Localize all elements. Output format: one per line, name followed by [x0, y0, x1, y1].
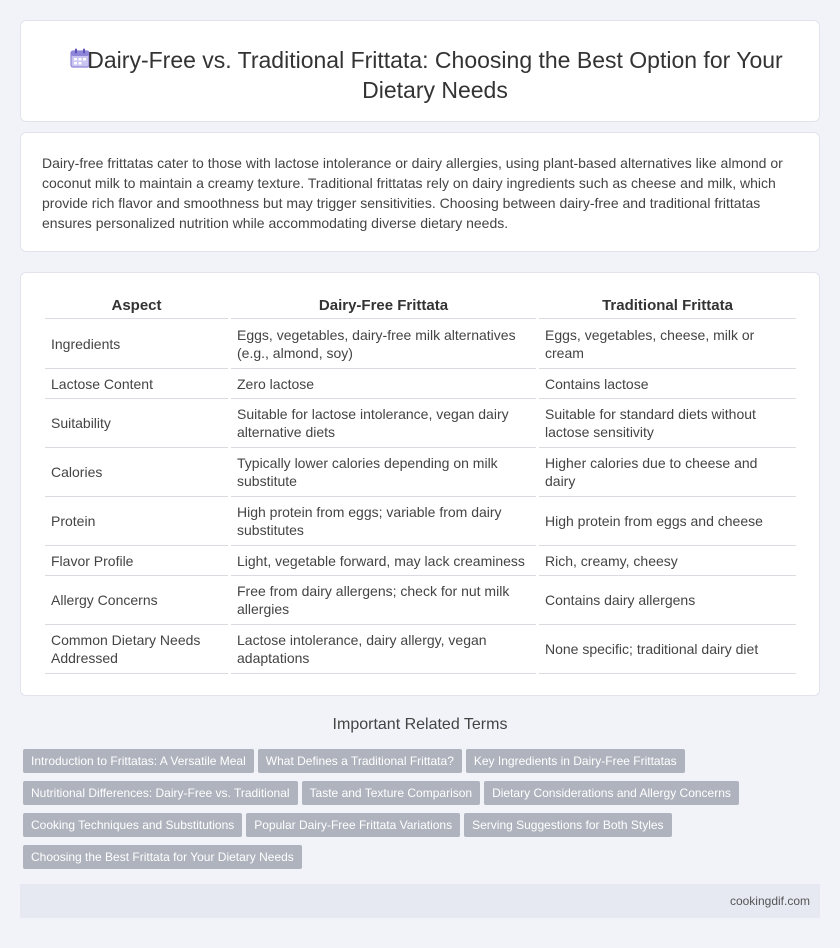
- table-row: [45, 625, 796, 674]
- table-cell: Light, vegetable forward, may lack creaminess: [231, 546, 536, 576]
- table-cell: Higher calories due to cheese and dairy: [539, 448, 796, 497]
- related-term-tag[interactable]: Popular Dairy-Free Frittata Variations: [246, 813, 460, 837]
- table-cell: High protein from eggs and cheese: [539, 497, 796, 546]
- column-header-aspect: Aspect: [45, 293, 228, 319]
- table-cell: Free from dairy allergens; check for nut milk allergies: [231, 576, 536, 625]
- table-cell: Lactose Content: [45, 369, 228, 399]
- related-term-tag[interactable]: Introduction to Frittatas: A Versatile Meal: [23, 749, 254, 773]
- table-cell: Suitability: [45, 399, 228, 448]
- table-cell: Suitable for standard diets without lactose sensitivity: [539, 399, 796, 448]
- table-cell: Contains lactose: [539, 369, 796, 399]
- related-term-tag[interactable]: Serving Suggestions for Both Styles: [464, 813, 671, 837]
- table-cell: Suitable for lactose intolerance, vegan dairy alternative diets: [231, 399, 536, 448]
- related-term-tag[interactable]: Nutritional Differences: Dairy-Free vs. Traditional: [23, 781, 298, 805]
- table-header-row: [45, 293, 796, 319]
- related-term-tag[interactable]: Taste and Texture Comparison: [302, 781, 481, 805]
- table-row: [45, 448, 796, 497]
- table-cell: Lactose intolerance, dairy allergy, vegan adaptations: [231, 625, 536, 674]
- table-cell: Allergy Concerns: [45, 576, 228, 625]
- table-cell: High protein from eggs; variable from dairy substitutes: [231, 497, 536, 546]
- footer-site-link[interactable]: cookingdif.com: [729, 894, 810, 908]
- page-title: Dairy-Free vs. Traditional Frittata: Choosing the Best Option for Your Dietary Needs: [87, 47, 783, 103]
- table-cell: Protein: [45, 497, 228, 546]
- table-row: [45, 399, 796, 448]
- footer: [20, 884, 820, 918]
- table-cell: Eggs, vegetables, dairy-free milk alternatives (e.g., almond, soy): [231, 319, 536, 369]
- related-terms-list: [23, 749, 803, 877]
- intro-card: [20, 132, 820, 252]
- related-terms-heading: Important Related Terms: [332, 716, 508, 733]
- table-cell: None specific; traditional dairy diet: [539, 625, 796, 674]
- table-cell: Zero lactose: [231, 369, 536, 399]
- table-cell: Eggs, vegetables, cheese, milk or cream: [539, 319, 796, 369]
- related-term-tag[interactable]: Cooking Techniques and Substitutions: [23, 813, 242, 837]
- column-header-dairy-free: Dairy-Free Frittata: [231, 293, 536, 319]
- table-row: [45, 576, 796, 625]
- column-header-traditional: Traditional Frittata: [539, 293, 796, 319]
- intro-paragraph: Dairy-free frittatas cater to those with lactose intolerance or dairy allergies, using plant-based alternatives like almond or coconut milk to maintain a creamy texture. Traditional frittatas rely on dairy ingredients such as cheese and milk, which provide rich flavor and smoothness but may trigger sensitivities. Choosing between dairy-free and traditional frittatas ensures personalized nutrition while accommodating diverse dietary needs.: [42, 155, 783, 231]
- comparison-table-card: [20, 272, 820, 696]
- table-cell: Typically lower calories depending on milk substitute: [231, 448, 536, 497]
- title-card: [20, 20, 820, 122]
- table-row: [45, 546, 796, 576]
- table-cell: Ingredients: [45, 319, 228, 369]
- table-row: [45, 497, 796, 546]
- table-cell: Rich, creamy, cheesy: [539, 546, 796, 576]
- table-row: [45, 319, 796, 369]
- related-term-tag[interactable]: Key Ingredients in Dairy-Free Frittatas: [466, 749, 685, 773]
- table-row: [45, 369, 796, 399]
- related-term-tag[interactable]: Choosing the Best Frittata for Your Dietary Needs: [23, 845, 302, 869]
- table-cell: Common Dietary Needs Addressed: [45, 625, 228, 674]
- comparison-table: [42, 293, 799, 674]
- related-term-tag[interactable]: Dietary Considerations and Allergy Concerns: [484, 781, 739, 805]
- related-term-tag[interactable]: What Defines a Traditional Frittata?: [258, 749, 462, 773]
- table-cell: Flavor Profile: [45, 546, 228, 576]
- table-cell: Contains dairy allergens: [539, 576, 796, 625]
- table-cell: Calories: [45, 448, 228, 497]
